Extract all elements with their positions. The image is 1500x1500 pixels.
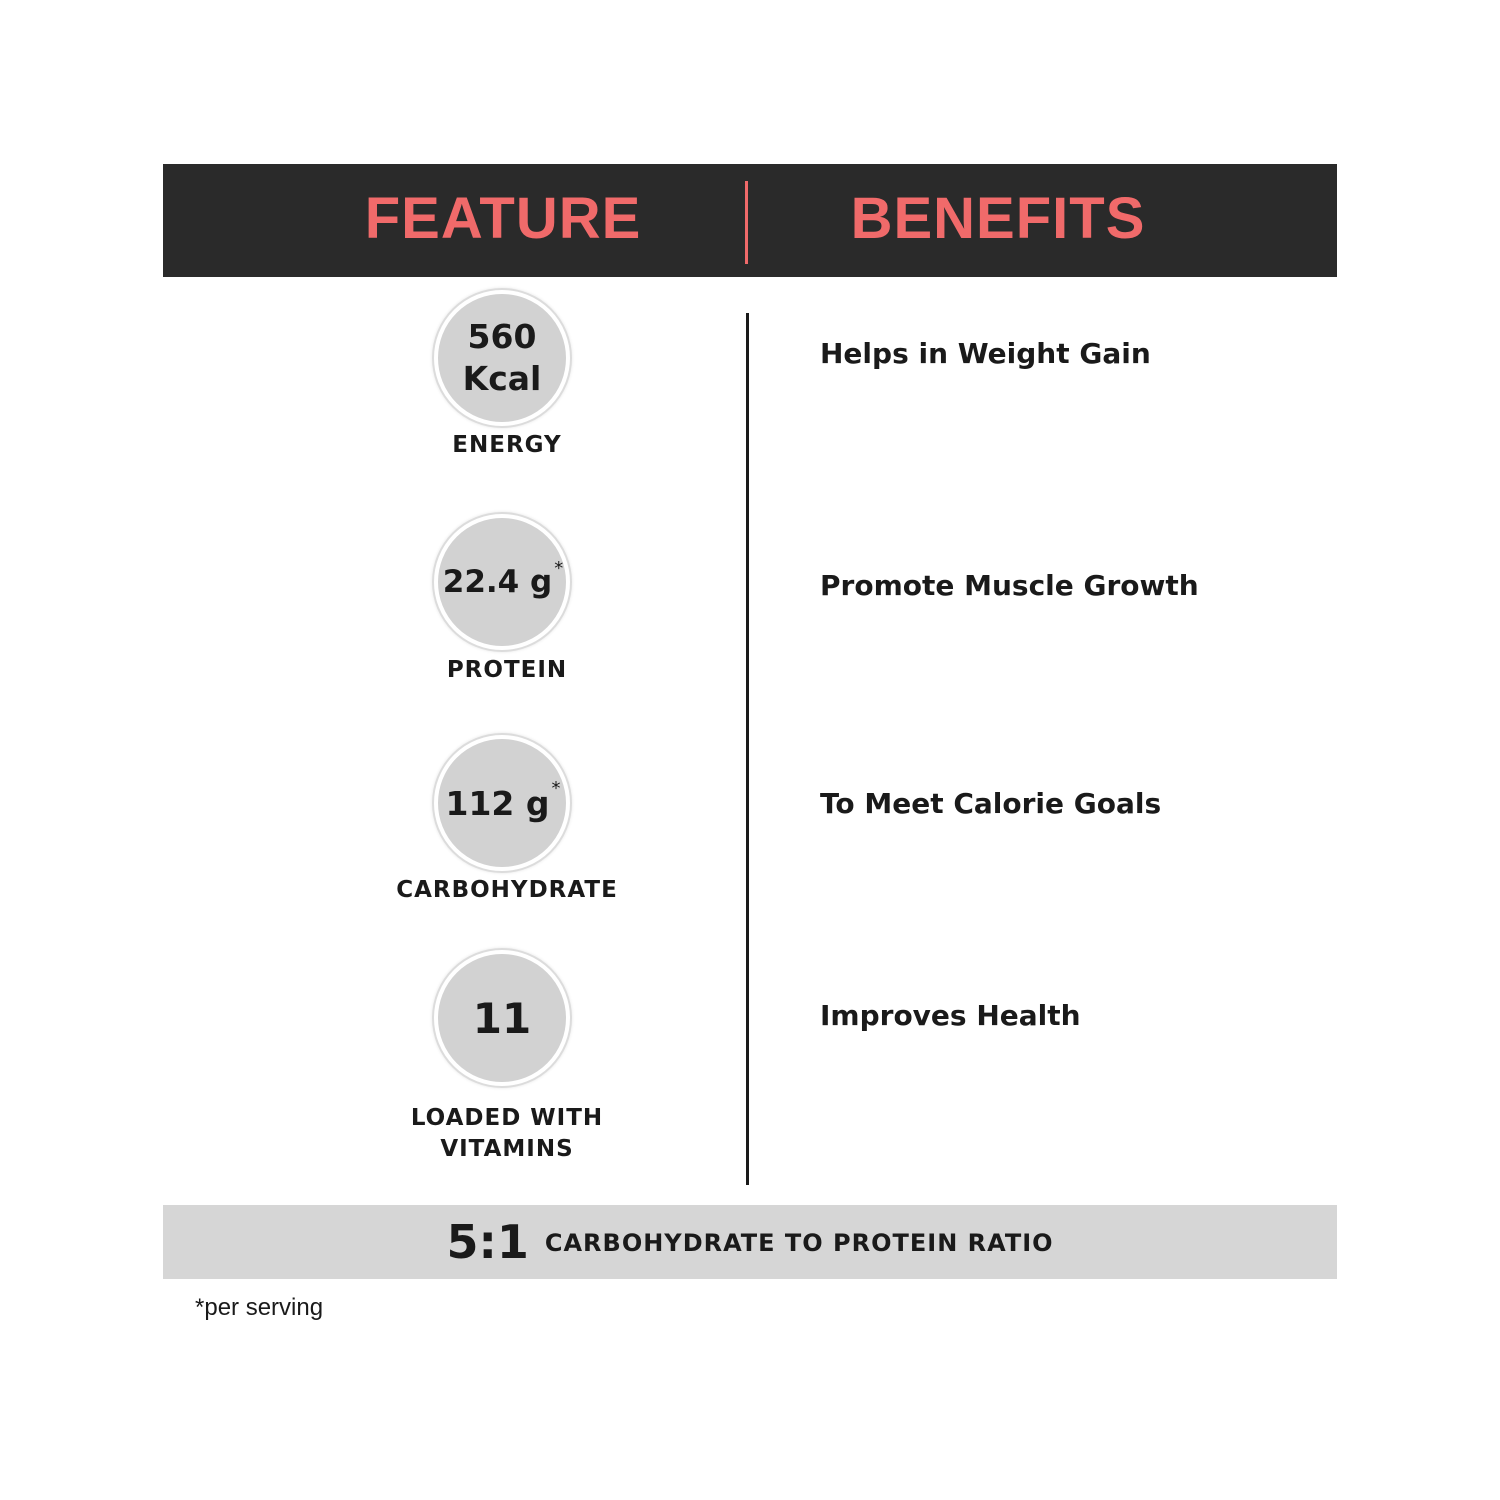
ratio-value: 5:1 (446, 1215, 529, 1269)
header-divider (745, 181, 748, 264)
protein-asterisk: * (554, 558, 564, 579)
energy-unit: Kcal (462, 359, 542, 398)
vitamins-label (362, 1103, 652, 1165)
energy-label: ENERGY (452, 432, 562, 458)
column-divider (746, 313, 749, 1185)
benefits-heading: BENEFITS (850, 186, 1146, 251)
ratio-text: CARBOHYDRATE TO PROTEIN RATIO (544, 1229, 1054, 1257)
footnote: *per serving (195, 1294, 324, 1321)
benefit-calorie-goals: To Meet Calorie Goals (820, 787, 1162, 820)
vitamins-label-line2: VITAMINS (440, 1136, 574, 1162)
ratio-bar (163, 1205, 1337, 1279)
benefit-weight-gain: Helps in Weight Gain (820, 337, 1151, 370)
vitamins-value: 11 (472, 993, 532, 1043)
protein-badge (434, 514, 570, 650)
carbohydrate-badge (434, 735, 570, 871)
energy-value: 560 (467, 317, 537, 356)
benefit-improves-health: Improves Health (820, 999, 1081, 1032)
carbohydrate-asterisk: * (551, 777, 561, 799)
benefit-muscle-growth: Promote Muscle Growth (820, 569, 1199, 602)
feature-heading: FEATURE (364, 186, 642, 251)
carbohydrate-value: 112 g (445, 783, 550, 823)
carbohydrate-label: CARBOHYDRATE (396, 877, 618, 903)
protein-label: PROTEIN (446, 657, 568, 683)
protein-value: 22.4 g (442, 564, 553, 600)
header-bar (163, 164, 1337, 277)
vitamins-badge (434, 950, 570, 1086)
energy-badge (434, 290, 570, 426)
vitamins-label-line1: LOADED WITH (410, 1105, 604, 1131)
